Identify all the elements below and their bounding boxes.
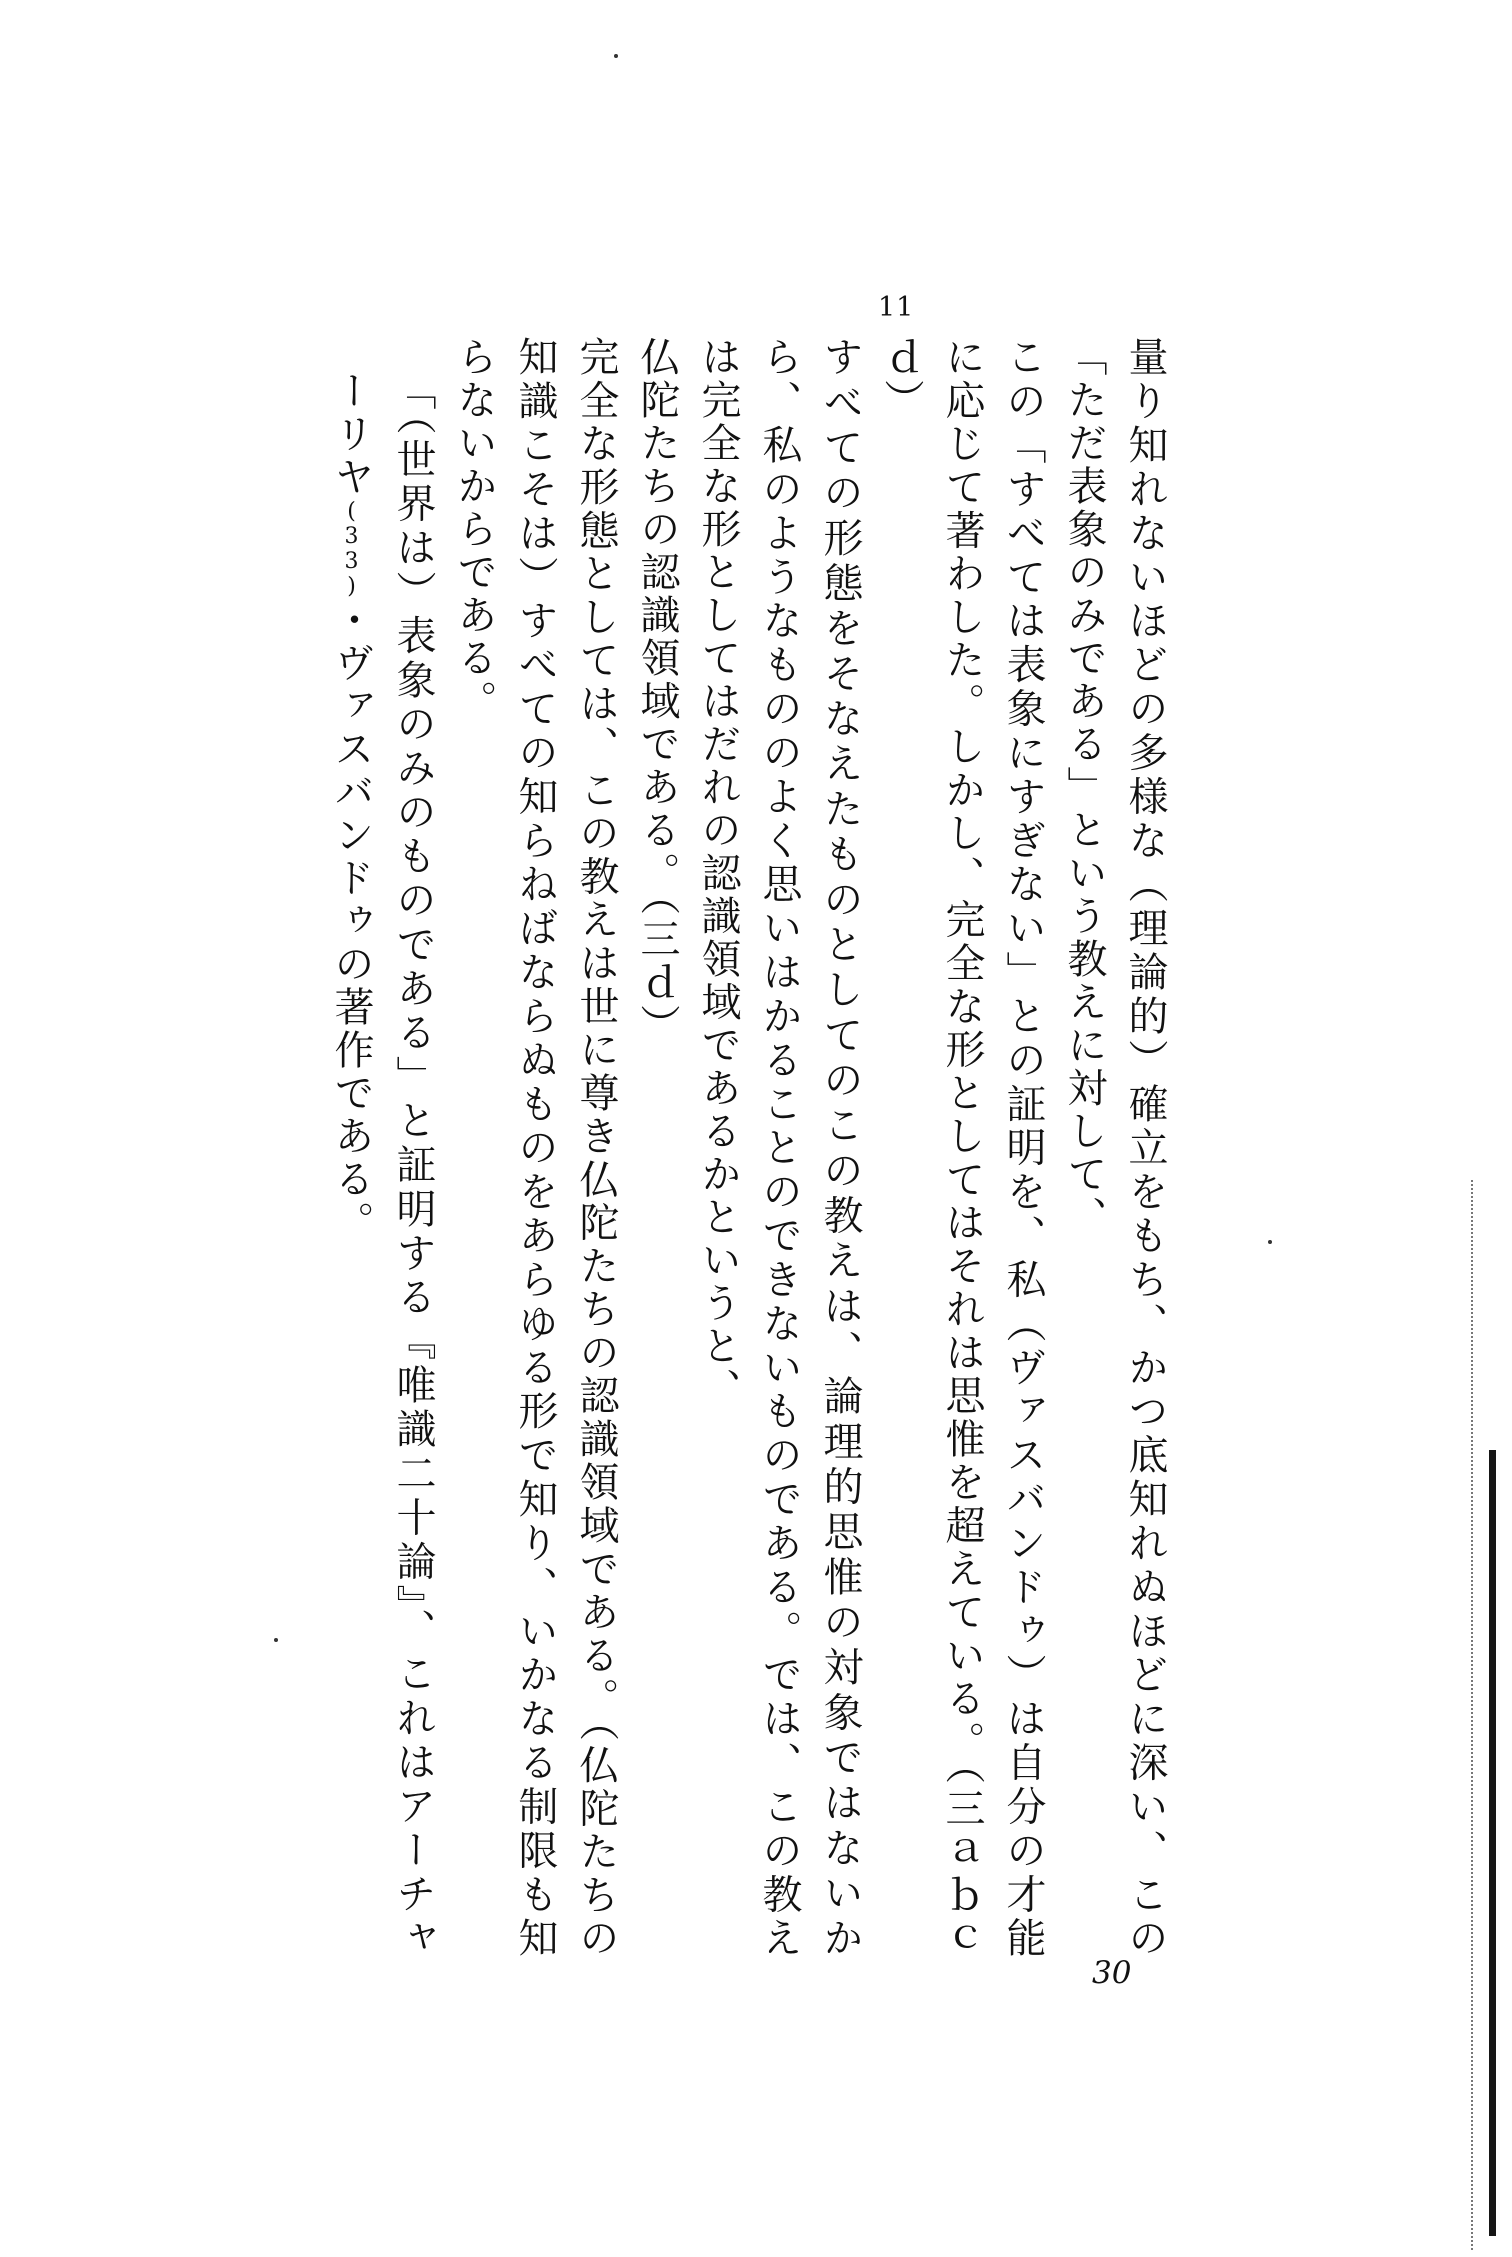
footnote-marker[interactable]: (33) [339,499,364,599]
closing-text-after: ・ヴァスバンドゥの著作である。 [328,599,374,1244]
scan-edge-shadow [1471,1180,1474,2250]
scan-speck [614,54,618,58]
closing-paragraph [320,370,443,1960]
section-number: 11 [878,292,915,323]
scan-speck [274,1638,278,1642]
vertical-text-body [328,336,1175,1960]
paragraph-4: 仏陀たちの認識領域である。（三ｄ） [634,336,680,1047]
scan-speck [1268,1240,1272,1244]
paragraph-2: この「すべては表象にすぎない」との証明を、私（ヴァスバンドゥ）は自分の才能に応じて著わした。しかし、完全な形としてはそれは思惟を超えている。（三ａｂｃｄ） [878,336,1046,1960]
page-number: 30 [1092,1955,1132,1991]
paragraph-1: 量り知れないほどの多様な（理論的）確立をもち、かつ底知れぬほどに深い、この「ただ表象のみである」という教えに対して、 [1061,336,1168,1960]
paragraph-3: すべての形態をそなえたものとしてのこの教えは、論理的思惟の対象ではないから、私のようなもののよく思いはかることのできないものである。では、この教えは完全な形としてはだれの認識領域であるかというと、 [695,336,863,1960]
paragraph-5: 完全な形態としては、この教えは世に尊き仏陀たちの認識領域である。（仏陀たちの知識こそは）すべての知らねばならぬものをあらゆる形で知り、いかなる制限も知らないからである。 [451,336,619,1960]
closing-text: 「（世界は）表象のみのものである」と証明する『唯識二十論』、これはアーチャーリヤ [328,370,436,1960]
scan-edge-rule [1489,1450,1496,2236]
